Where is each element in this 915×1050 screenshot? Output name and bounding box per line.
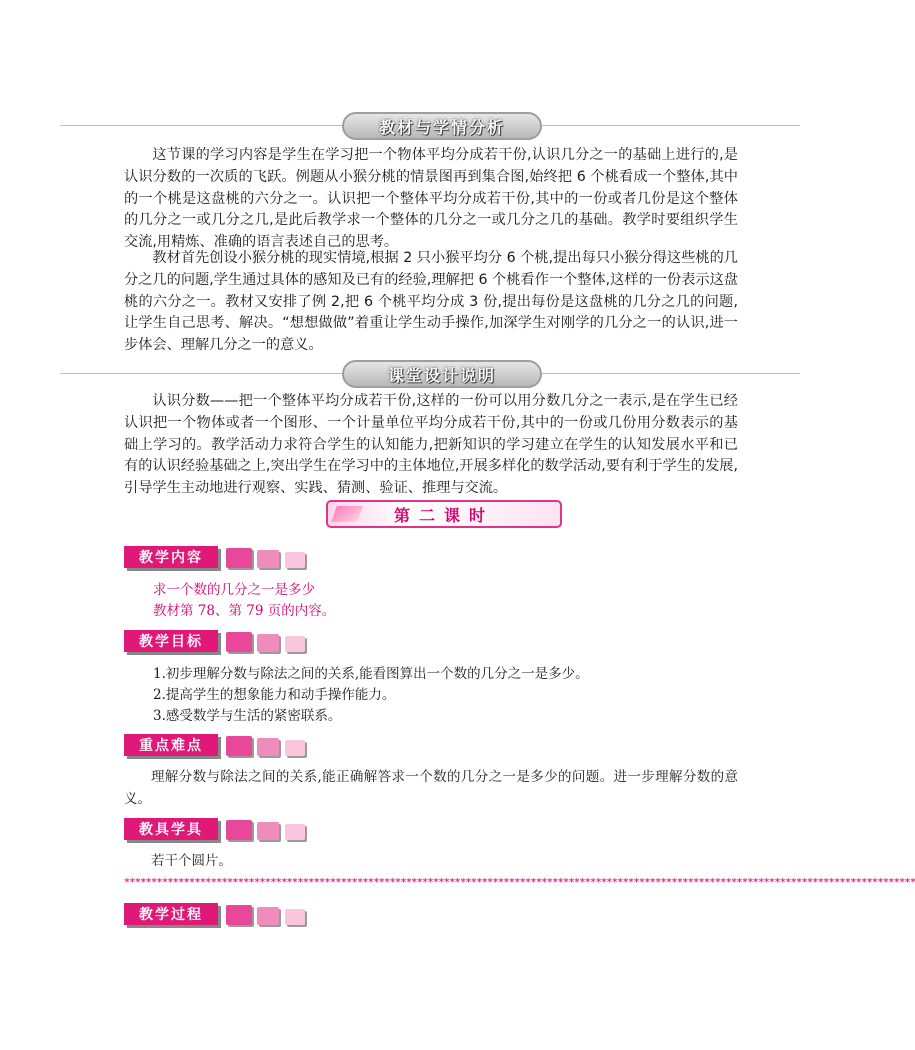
decor-square [257, 907, 279, 925]
analysis-paragraph-1: 这节课的学习内容是学生在学习把一个物体平均分成若干份,认识几分之一的基础上进行的,是认识分数的一次质的飞跃。例题从小猴分桃的情景图再到集合图,始终把 6 个桃看成一个整体,其中的一个桃是这盘桃的六分之一。认识把一个整体平均分成若干份,其中的一份或者几份是这个整体的几分之一或几分之几,是此后教学求一个整体的几分之一或几分之几的基础。教学时要组织学生交流,用精炼、准确的语言表述自己的思考。 [124, 147, 738, 251]
content-line-1: 求一个数的几分之一是多少 [153, 582, 315, 598]
section-label: 教学过程 [124, 903, 218, 925]
section-label: 教具学具 [124, 818, 218, 840]
design-banner: 课堂设计说明 [342, 360, 542, 388]
decor-square [226, 736, 252, 756]
decor-square [257, 738, 279, 756]
decor-square [226, 820, 252, 840]
analysis-paragraph-2: 教材首先创设小猴分桃的现实情境,根据 2 只小猴平均分 6 个桃,提出每只小猴分得这些桃的几分之几的问题,学生通过具体的感知及已有的经验,理解把 6 个桃看作一个整体,这样的一份表示这盘桃的六分之一。教材又安排了例 2,把 6 个桃平均分成 3 份,提出每份是这盘桃的几分之几的问题,让学生自己思考、解决。“想想做做”着重让学生动手操作,加深学生对刚学的几分之一的认识,进一步体会、理解几分之一的意义。 [124, 250, 738, 354]
decor-stripe [331, 506, 363, 522]
decor-square [285, 740, 305, 756]
decor-square [285, 552, 305, 568]
analysis-banner-row [0, 108, 860, 144]
analysis-banner: 教材与学情分析 [342, 112, 542, 140]
decor-square [285, 909, 305, 925]
goal-line-1: 1.初步理解分数与除法之间的关系,能看图算出一个数的几分之一是多少。 [153, 666, 589, 682]
content-line-2: 教材第 78、第 79 页的内容。 [153, 603, 336, 619]
section-label: 教学内容 [124, 546, 218, 568]
decor-square [226, 632, 252, 652]
section-label: 重点难点 [124, 734, 218, 756]
section-label: 教学目标 [124, 630, 218, 652]
design-paragraph: 认识分数——把一个整体平均分成若干份,这样的一份可以用分数几分之一表示,是在学生已经认识把一个物体或者一个图形、一个计量单位平均分成若干份,其中的一份或几份用分数表示的基础上学习的。教学活动力求符合学生的认知能力,把新知识的学习建立在学生的认知发展水平和已有的认识经验基础之上,突出学生在学习中的主体地位,开展多样化的数学活动,要有利于学生的发展,引导学生主动地进行观察、实践、猜测、验证、推理与交流。 [124, 393, 738, 497]
star-divider: ************************************************************************************************************************************************** [124, 877, 915, 888]
tools-text: 若干个圆片。 [151, 853, 232, 869]
design-banner-row [0, 356, 860, 392]
lesson-banner [326, 500, 562, 528]
decor-square [285, 824, 305, 840]
decor-square [257, 550, 279, 568]
decor-square [226, 548, 252, 568]
decor-square [226, 905, 252, 925]
goal-line-3: 3.感受数学与生活的紧密联系。 [153, 708, 342, 724]
goal-line-2: 2.提高学生的想象能力和动手操作能力。 [153, 687, 396, 703]
decor-square [257, 822, 279, 840]
decor-square [285, 636, 305, 652]
keypoints-text: 理解分数与除法之间的关系,能正确解答求一个数的几分之一是多少的问题。进一步理解分数的意义。 [124, 769, 738, 807]
lesson-title: 第二课时 [393, 505, 494, 525]
decor-square [257, 634, 279, 652]
